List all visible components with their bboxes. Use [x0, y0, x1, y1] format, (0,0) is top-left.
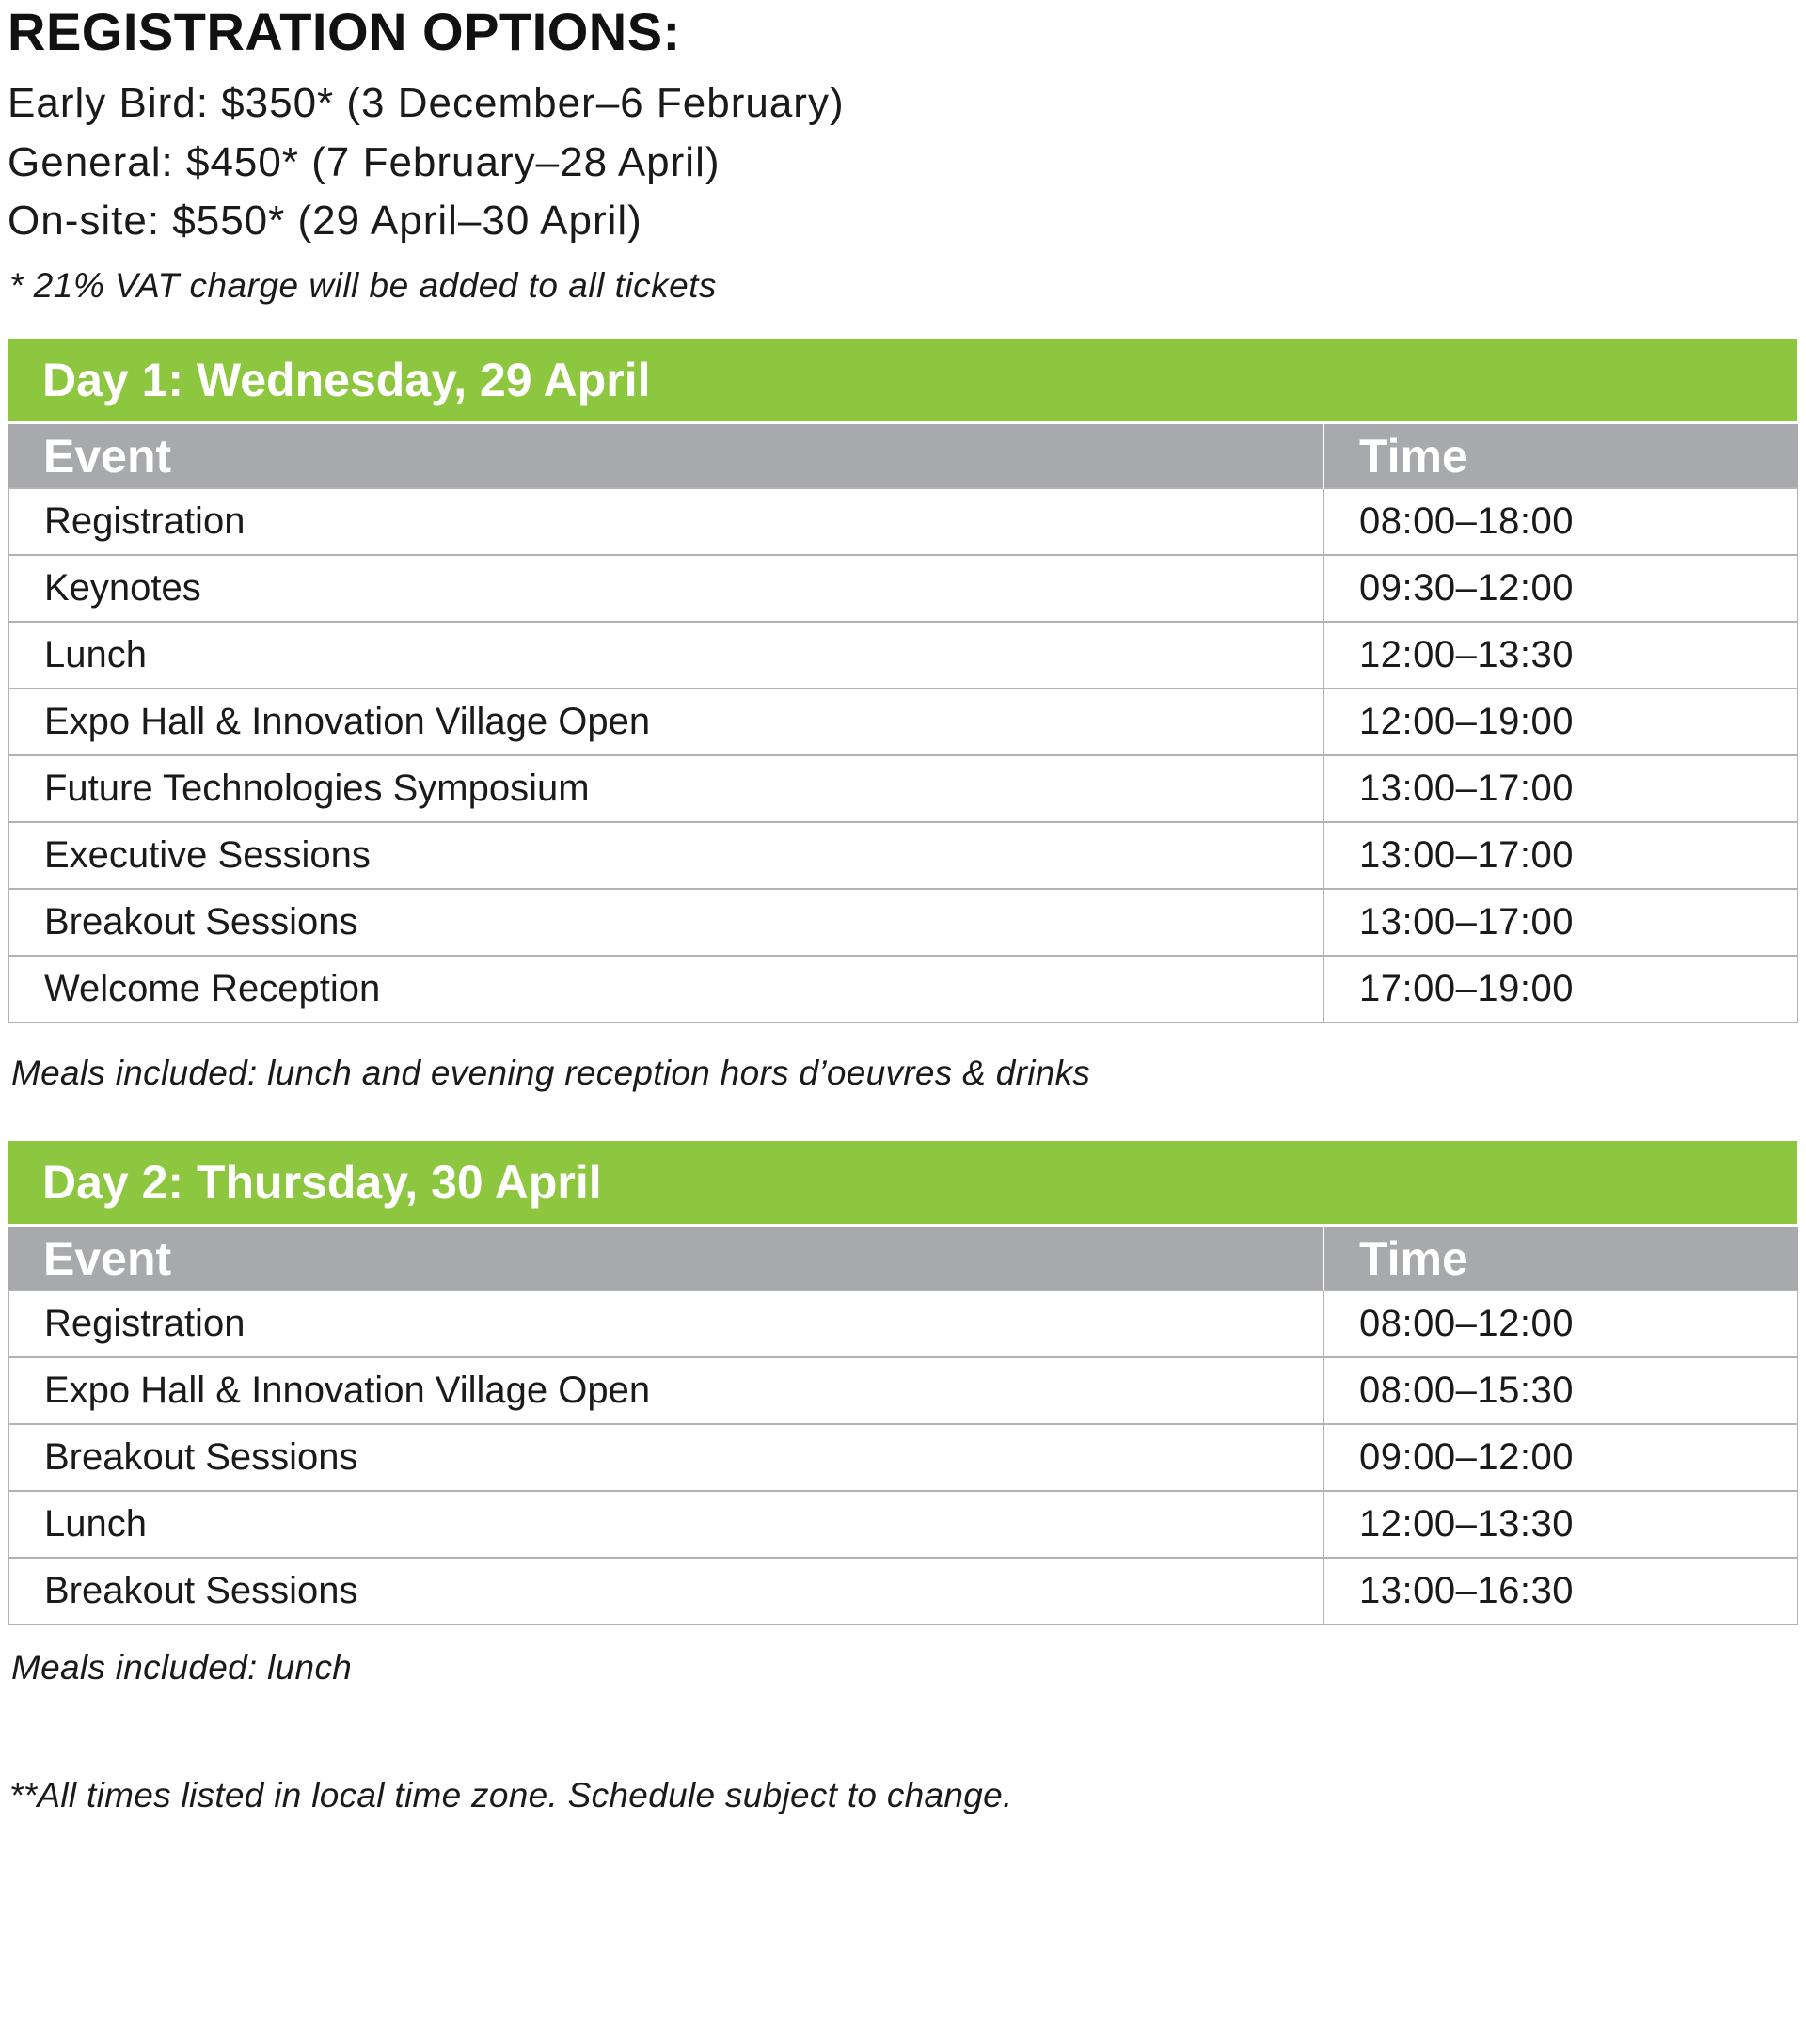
event-cell: Expo Hall & Innovation Village Open — [8, 1357, 1323, 1424]
footer-disclaimer: **All times listed in local time zone. Schedule subject to change. — [9, 1776, 1013, 1814]
event-cell: Lunch — [8, 622, 1323, 689]
table-row — [8, 555, 1798, 622]
day-2-meals-note: Meals included: lunch — [11, 1648, 353, 1687]
time-cell: 13:00–16:30 — [1323, 1558, 1798, 1624]
table-row — [8, 622, 1798, 689]
time-column-header: Time — [1323, 424, 1798, 488]
event-cell: Breakout Sessions — [8, 1424, 1323, 1491]
table-row — [8, 889, 1798, 956]
event-cell: Executive Sessions — [8, 822, 1323, 889]
time-cell: 17:00–19:00 — [1323, 956, 1798, 1022]
table-row — [8, 1357, 1798, 1424]
time-cell: 09:30–12:00 — [1323, 555, 1798, 622]
table-header-row — [8, 1227, 1798, 1291]
event-cell: Expo Hall & Innovation Village Open — [8, 689, 1323, 755]
day-1-schedule-table — [8, 424, 1798, 1023]
event-cell: Future Technologies Symposium — [8, 755, 1323, 822]
event-cell: Registration — [8, 488, 1323, 555]
event-cell: Welcome Reception — [8, 956, 1323, 1022]
onsite-option: On-site: $550* (29 April–30 April) — [8, 198, 642, 244]
time-cell: 13:00–17:00 — [1323, 889, 1798, 956]
table-row — [8, 1558, 1798, 1624]
event-column-header: Event — [8, 1227, 1323, 1291]
day-2-heading: Day 2: Thursday, 30 April — [8, 1141, 1797, 1224]
day-2-schedule-table — [8, 1227, 1798, 1625]
event-cell: Breakout Sessions — [8, 889, 1323, 956]
event-cell: Keynotes — [8, 555, 1323, 622]
event-column-header: Event — [8, 424, 1323, 488]
day-1-section — [8, 339, 1797, 1023]
time-cell: 08:00–18:00 — [1323, 488, 1798, 555]
table-row — [8, 822, 1798, 889]
time-cell: 12:00–13:30 — [1323, 1491, 1798, 1558]
day-2-section — [8, 1141, 1797, 1625]
table-row — [8, 1291, 1798, 1357]
general-option: General: $450* (7 February–28 April) — [8, 139, 721, 185]
table-row — [8, 1491, 1798, 1558]
registration-title: REGISTRATION OPTIONS: — [8, 2, 681, 61]
table-row — [8, 956, 1798, 1022]
time-column-header: Time — [1323, 1227, 1798, 1291]
table-header-row — [8, 424, 1798, 488]
time-cell: 12:00–13:30 — [1323, 622, 1798, 689]
early-bird-option: Early Bird: $350* (3 December–6 February) — [8, 80, 845, 126]
table-row — [8, 1424, 1798, 1491]
event-cell: Breakout Sessions — [8, 1558, 1323, 1624]
event-cell: Lunch — [8, 1491, 1323, 1558]
time-cell: 12:00–19:00 — [1323, 689, 1798, 755]
table-row — [8, 488, 1798, 555]
event-cell: Registration — [8, 1291, 1323, 1357]
time-cell: 08:00–12:00 — [1323, 1291, 1798, 1357]
time-cell: 13:00–17:00 — [1323, 822, 1798, 889]
time-cell: 09:00–12:00 — [1323, 1424, 1798, 1491]
time-cell: 13:00–17:00 — [1323, 755, 1798, 822]
day-1-meals-note: Meals included: lunch and evening reception hors d’oeuvres & drinks — [11, 1054, 1091, 1092]
time-cell: 08:00–15:30 — [1323, 1357, 1798, 1424]
table-row — [8, 755, 1798, 822]
vat-note: * 21% VAT charge will be added to all tickets — [9, 266, 717, 305]
table-row — [8, 689, 1798, 755]
day-1-heading: Day 1: Wednesday, 29 April — [8, 339, 1797, 421]
